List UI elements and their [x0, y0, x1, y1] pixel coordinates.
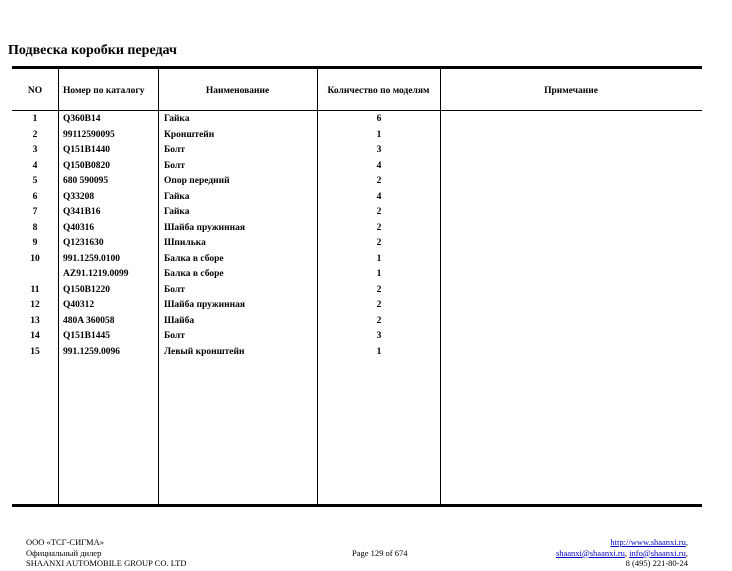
- table-row: [12, 316, 702, 332]
- part-name: Шайба пружинная: [164, 300, 245, 310]
- catalog-number: Q150B1220: [63, 284, 110, 295]
- table-row: [12, 161, 702, 177]
- part-name: Гайка: [164, 114, 190, 124]
- quantity: 1: [376, 346, 382, 357]
- row-number: 5: [32, 176, 38, 186]
- catalog-number: 99112590095: [63, 129, 115, 140]
- row-number: 7: [32, 207, 38, 217]
- part-name: Болт: [164, 331, 185, 341]
- row-number: 4: [32, 160, 38, 171]
- catalog-number: Q33208: [63, 191, 95, 202]
- quantity: 2: [376, 284, 382, 295]
- part-name: Шпилька: [164, 238, 206, 248]
- row-number: 9: [32, 238, 38, 248]
- part-name: Болт: [164, 145, 185, 155]
- page-number: Page 129 of 674: [352, 548, 408, 558]
- quantity: 2: [376, 207, 382, 217]
- header-catalog: Номер по каталогу: [63, 86, 145, 96]
- quantity: 3: [376, 145, 382, 155]
- table-row: [12, 130, 702, 146]
- separator: ,: [685, 537, 688, 547]
- row-number: 12: [30, 300, 40, 310]
- row-number: 14: [30, 331, 40, 341]
- row-number: 10: [30, 253, 40, 264]
- part-name: Болт: [164, 160, 185, 171]
- table-row: [12, 114, 702, 130]
- part-name: Балка в сборе: [164, 269, 224, 279]
- header-no: NO: [27, 86, 43, 96]
- quantity: 4: [376, 160, 382, 171]
- quantity: 1: [376, 253, 382, 264]
- table-row: [12, 269, 702, 285]
- part-name: Шайба пружинная: [164, 222, 245, 233]
- catalog-number: 680 590095: [63, 176, 109, 186]
- catalog-number: 480A 360058: [63, 315, 115, 326]
- row-number: 3: [32, 145, 38, 155]
- email-link[interactable]: shaanxi@shaanxi.ru: [555, 547, 625, 558]
- part-name: Шайба: [164, 315, 195, 326]
- row-number: 1: [32, 114, 38, 124]
- catalog-number: Q151B1440: [63, 145, 110, 155]
- table-row: [12, 254, 702, 270]
- part-name: Опор передний: [164, 176, 230, 186]
- quantity: 2: [376, 315, 382, 326]
- company-name: ООО «ТСГ-СИГМА»: [26, 537, 104, 547]
- header-divider: [12, 110, 702, 111]
- dealer-label: Официальный дилер: [26, 547, 102, 558]
- email-link[interactable]: info@shaanxi.ru: [629, 547, 686, 558]
- separator: ,: [685, 547, 688, 558]
- footer-company: [26, 537, 187, 569]
- table-row: [12, 300, 702, 316]
- quantity: 1: [376, 129, 382, 140]
- table-row: [12, 207, 702, 223]
- table-row: [12, 176, 702, 192]
- catalog-number: Q40316: [63, 222, 95, 233]
- table-row: [12, 331, 702, 347]
- quantity: 2: [376, 222, 382, 233]
- row-number: 8: [32, 222, 38, 233]
- catalog-number: Q360B14: [63, 114, 101, 124]
- quantity: 2: [376, 238, 382, 248]
- separator: ,: [624, 547, 630, 558]
- part-name: Гайка: [164, 191, 190, 202]
- catalog-number: Q151B1445: [63, 331, 110, 341]
- row-number: 13: [30, 315, 40, 326]
- table-row: [12, 347, 702, 363]
- part-name: Гайка: [164, 207, 190, 217]
- catalog-number: 991.1259.0100: [63, 253, 120, 264]
- table-row: [12, 238, 702, 254]
- quantity: 6: [376, 114, 382, 124]
- header-note: Примечание: [544, 86, 598, 96]
- table-row: [12, 145, 702, 161]
- row-number: 15: [30, 346, 40, 357]
- catalog-number: Q150B0820: [63, 160, 110, 171]
- phone-number: 8 (495) 221-80-24: [625, 558, 688, 568]
- part-name: Балка в сборе: [164, 253, 224, 264]
- table-row: [12, 223, 702, 239]
- group-name: SHAANXI AUTOMOBILE GROUP CO. LTD: [26, 558, 187, 568]
- catalog-number: Q341B16: [63, 207, 101, 217]
- table-row: [12, 285, 702, 301]
- part-name: Кронштейн: [164, 129, 215, 140]
- quantity: 4: [376, 191, 382, 202]
- quantity: 2: [376, 176, 382, 186]
- quantity: 1: [376, 269, 382, 279]
- catalog-number: Q1231630: [63, 238, 104, 248]
- row-number: 2: [32, 129, 38, 140]
- quantity: 3: [376, 331, 382, 341]
- table-row: [12, 192, 702, 208]
- catalog-number: AZ91.1219.0099: [63, 269, 129, 279]
- row-number: 11: [30, 284, 40, 295]
- parts-table: [12, 66, 702, 507]
- catalog-number: Q40312: [63, 300, 95, 310]
- header-name: Наименование: [205, 86, 270, 96]
- website-link[interactable]: http://www.shaanxi.ru: [610, 537, 686, 547]
- header-qty: Количество по моделям: [327, 86, 430, 96]
- page-title: Подвеска коробки передач: [8, 43, 177, 58]
- footer-contacts: [556, 537, 688, 569]
- catalog-number: 991.1259.0096: [63, 346, 120, 357]
- quantity: 2: [376, 300, 382, 310]
- part-name: Болт: [164, 284, 185, 295]
- part-name: Левый кронштейн: [164, 346, 245, 357]
- row-number: 6: [32, 191, 38, 202]
